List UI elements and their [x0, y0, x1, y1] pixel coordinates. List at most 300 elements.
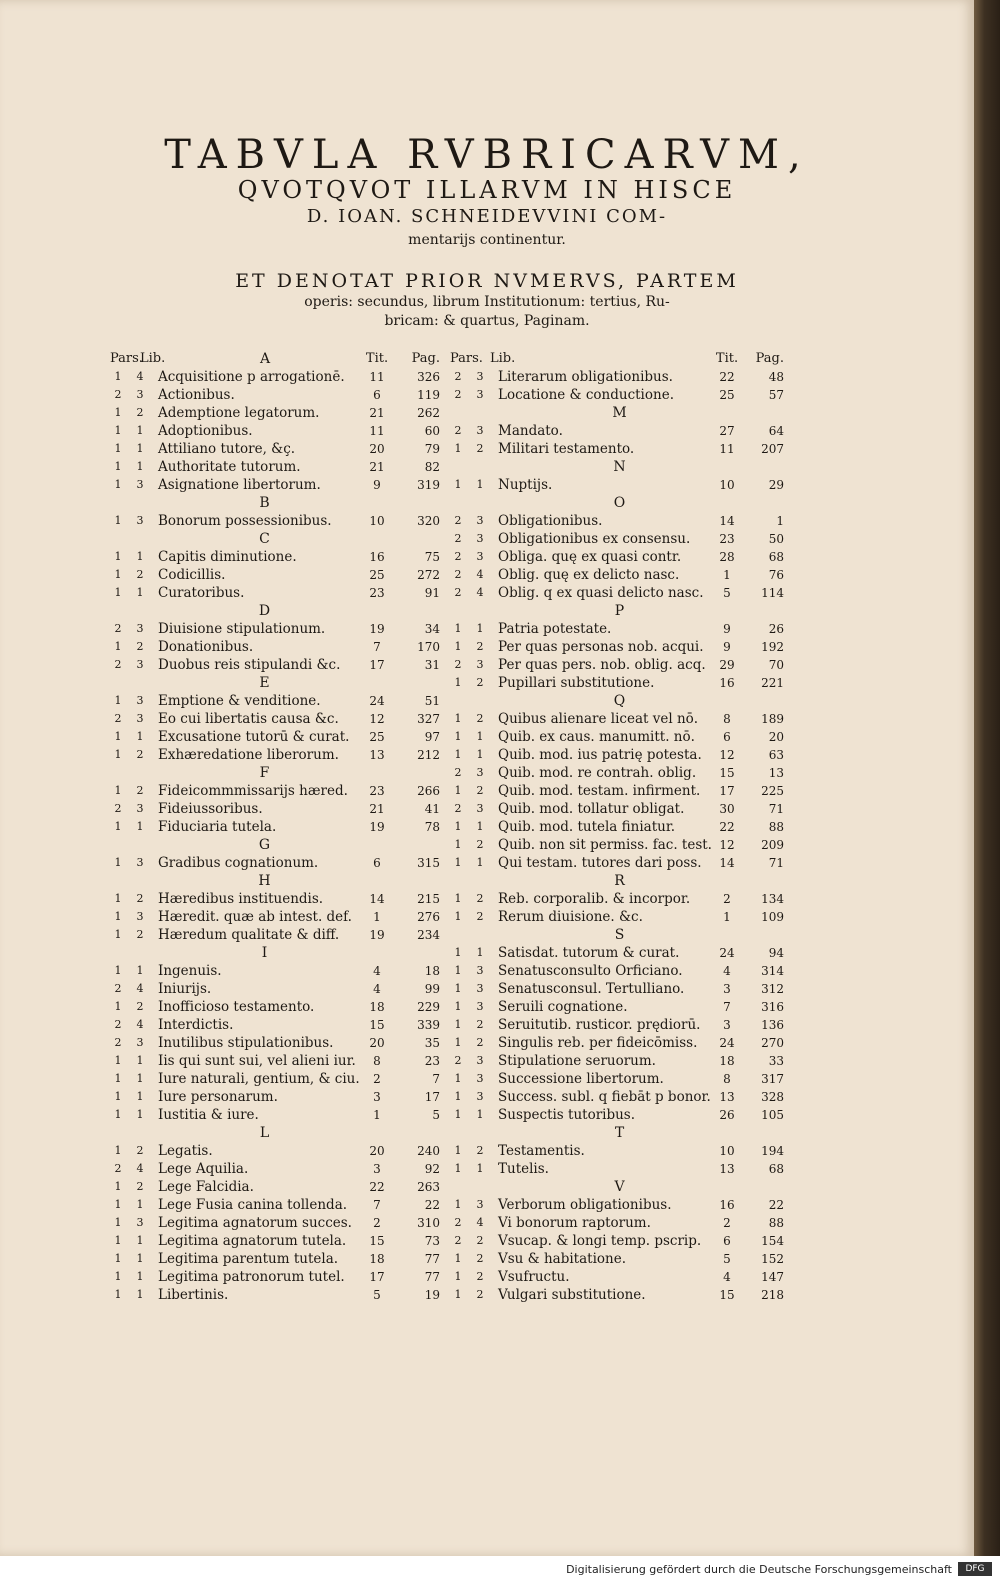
entry-pars: 2: [114, 712, 122, 725]
entry-pars: 1: [114, 820, 122, 833]
entry-title: Libertinis.: [158, 1287, 229, 1303]
entry-tit: 4: [723, 964, 731, 978]
entry-pars: 1: [454, 856, 462, 869]
entry-tit: 19: [369, 928, 385, 942]
entry-pars: 1: [114, 1252, 122, 1265]
entry-tit: 21: [369, 802, 385, 816]
entry-pag: 272: [417, 568, 440, 582]
entry-tit: 2: [723, 892, 731, 906]
entry-pag: 33: [768, 1054, 784, 1068]
entry-lib: 3: [476, 766, 484, 779]
entry-pag: 136: [761, 1018, 784, 1032]
entry-lib: 3: [476, 802, 484, 815]
entry-pars: 1: [114, 640, 122, 653]
entry-title: Acquisitione p arrogationē.: [158, 369, 345, 385]
index-entry: [450, 1034, 790, 1052]
entry-pars: 1: [454, 1270, 462, 1283]
entry-lib: 3: [476, 1198, 484, 1211]
entry-title: Locatione & conductione.: [498, 387, 674, 403]
section-letter: D: [258, 603, 272, 619]
entry-title: Legatis.: [158, 1143, 213, 1159]
entry-pars: 2: [114, 388, 122, 401]
entry-lib: 1: [136, 1270, 144, 1283]
entry-tit: 25: [369, 730, 385, 744]
index-entry: [110, 512, 450, 530]
entry-tit: 19: [369, 820, 385, 834]
entry-pag: 77: [424, 1270, 440, 1284]
entry-lib: 1: [476, 622, 484, 635]
entry-pag: 99: [424, 982, 440, 996]
entry-title: Iure personarum.: [158, 1089, 278, 1105]
entry-title: Quib. non sit permiss. fac. test.: [498, 837, 712, 853]
entry-pars: 2: [454, 766, 462, 779]
entry-title: Oblig. quę ex delicto nasc.: [498, 567, 680, 583]
entry-tit: 20: [369, 1036, 385, 1050]
index-entry: [450, 1142, 790, 1160]
entry-pars: 1: [114, 586, 122, 599]
entry-title: Literarum obligationibus.: [498, 369, 673, 385]
entry-pag: 48: [768, 370, 784, 384]
entry-lib: 1: [476, 748, 484, 761]
index-column-left: [110, 350, 450, 1304]
entry-lib: 2: [136, 748, 144, 761]
entry-pag: 276: [417, 910, 440, 924]
entry-pag: 34: [424, 622, 440, 636]
entry-tit: 3: [723, 982, 731, 996]
index-entry: [450, 890, 790, 908]
section-letter: S: [614, 927, 626, 943]
entry-pag: 327: [417, 712, 440, 726]
entry-pag: 91: [424, 586, 440, 600]
entry-title: Ingenuis.: [158, 963, 222, 979]
index-entry: [110, 584, 450, 602]
entry-title: Emptione & venditione.: [158, 693, 321, 709]
entry-pars: 1: [114, 550, 122, 563]
entry-title: Fideiussoribus.: [158, 801, 263, 817]
column-header: [110, 350, 450, 368]
entry-lib: 3: [476, 1000, 484, 1013]
entry-lib: 1: [476, 478, 484, 491]
entry-tit: 6: [723, 730, 731, 744]
entry-title: Codicillis.: [158, 567, 226, 583]
index-entry: [450, 944, 790, 962]
entry-pars: 1: [114, 1108, 122, 1121]
entry-pag: 234: [417, 928, 440, 942]
entry-pars: 2: [454, 658, 462, 671]
entry-tit: 9: [723, 640, 731, 654]
entry-pars: 1: [454, 838, 462, 851]
entry-pars: 1: [454, 1072, 462, 1085]
entry-title: Gradibus cognationum.: [158, 855, 319, 871]
entry-title: Hæredum qualitate & diff.: [158, 927, 340, 943]
entry-pag: 17: [424, 1090, 440, 1104]
index-entry: [450, 998, 790, 1016]
entry-lib: 1: [136, 442, 144, 455]
entry-tit: 22: [369, 1180, 385, 1194]
entry-pag: 152: [761, 1252, 784, 1266]
subtitle-line-3: bricam: & quartus, Paginam.: [384, 313, 590, 329]
entry-lib: 3: [476, 658, 484, 671]
entry-pars: 2: [454, 1054, 462, 1067]
entry-pag: 209: [761, 838, 784, 852]
entry-tit: 25: [719, 388, 735, 402]
entry-pag: 63: [768, 748, 784, 762]
index-entry: [110, 1088, 450, 1106]
entry-title: Capitis diminutione.: [158, 549, 297, 565]
index-entry: [450, 440, 790, 458]
index-entry: [450, 638, 790, 656]
entry-pars: 1: [114, 730, 122, 743]
entry-title: Fiduciaria tutela.: [158, 819, 277, 835]
entry-pag: 109: [761, 910, 784, 924]
section-letter: E: [259, 675, 271, 691]
funding-credit: Digitalisierung gefördert durch die Deutsche Forschungsgemeinschaft: [566, 1563, 952, 1576]
entry-pars: 2: [114, 982, 122, 995]
entry-lib: 1: [476, 820, 484, 833]
entry-tit: 1: [373, 910, 381, 924]
entry-tit: 2: [723, 1216, 731, 1230]
index-entry: [450, 512, 790, 530]
entry-pars: 2: [114, 1018, 122, 1031]
entry-tit: 6: [373, 856, 381, 870]
entry-tit: 14: [369, 892, 385, 906]
entry-title: Satisdat. tutorum & curat.: [498, 945, 680, 961]
entry-pars: 1: [114, 1234, 122, 1247]
section-letter: T: [614, 1125, 626, 1141]
entry-pars: 1: [114, 694, 122, 707]
entry-pag: 225: [761, 784, 784, 798]
entry-lib: 2: [476, 676, 484, 689]
entry-pag: 82: [424, 460, 440, 474]
footer-bar: [0, 1556, 1000, 1583]
entry-lib: 2: [476, 712, 484, 725]
entry-tit: 1: [373, 1108, 381, 1122]
entry-title: Exhæredatione liberorum.: [158, 747, 339, 763]
entry-title: Quib. mod. tutela finiatur.: [498, 819, 676, 835]
entry-tit: 3: [723, 1018, 731, 1032]
entry-title: Donationibus.: [158, 639, 254, 655]
entry-tit: 13: [369, 748, 385, 762]
entry-pag: 60: [424, 424, 440, 438]
entry-lib: 3: [476, 550, 484, 563]
index-entry: [450, 800, 790, 818]
index-entry: [450, 980, 790, 998]
entry-pars: 2: [454, 550, 462, 563]
entry-pars: 1: [114, 424, 122, 437]
entry-pars: 1: [454, 1288, 462, 1301]
entry-pars: 1: [114, 460, 122, 473]
entry-pars: 2: [114, 658, 122, 671]
entry-pag: 88: [768, 1216, 784, 1230]
entry-lib: 2: [476, 1036, 484, 1049]
entry-title: Verborum obligationibus.: [498, 1197, 672, 1213]
entry-lib: 1: [136, 1198, 144, 1211]
entry-title: Mandato.: [498, 423, 563, 439]
entry-pars: 1: [114, 568, 122, 581]
entry-pag: 320: [417, 514, 440, 528]
entry-pars: 1: [454, 622, 462, 635]
entry-pars: 2: [454, 424, 462, 437]
entry-pag: 312: [761, 982, 784, 996]
index-entry: [110, 620, 450, 638]
entry-title: Adoptionibus.: [158, 423, 253, 439]
entry-pars: 1: [454, 748, 462, 761]
entry-tit: 16: [719, 1198, 735, 1212]
entry-title: Iis qui sunt sui, vel alieni iur.: [158, 1053, 356, 1069]
entry-pars: 1: [454, 946, 462, 959]
entry-pars: 1: [454, 1090, 462, 1103]
entry-lib: 2: [136, 1144, 144, 1157]
title-line-4: mentarijs continentur.: [408, 232, 566, 248]
entry-tit: 13: [719, 1090, 735, 1104]
entry-pars: 1: [454, 964, 462, 977]
entry-lib: 3: [476, 424, 484, 437]
entry-pag: 328: [761, 1090, 784, 1104]
entry-tit: 1: [723, 910, 731, 924]
index-entry: [450, 818, 790, 836]
entry-title: Duobus reis stipulandi &c.: [158, 657, 341, 673]
entry-lib: 2: [136, 892, 144, 905]
entry-title: Inutilibus stipulationibus.: [158, 1035, 334, 1051]
entry-tit: 17: [369, 1270, 385, 1284]
entry-lib: 1: [136, 1054, 144, 1067]
entry-lib: 2: [476, 1234, 484, 1247]
entry-tit: 24: [719, 946, 735, 960]
entry-lib: 2: [136, 640, 144, 653]
index-entry: [110, 404, 450, 422]
entry-pars: 1: [114, 910, 122, 923]
entry-title: Oblig. q ex quasi delicto nasc.: [498, 585, 704, 601]
entry-tit: 20: [369, 1144, 385, 1158]
entry-pag: 240: [417, 1144, 440, 1158]
entry-lib: 1: [136, 1072, 144, 1085]
section-letter: M: [612, 405, 628, 421]
entry-pag: 314: [761, 964, 784, 978]
entry-lib: 2: [476, 442, 484, 455]
index-entry: [110, 962, 450, 980]
entry-tit: 7: [373, 640, 381, 654]
entry-tit: 27: [719, 424, 735, 438]
entry-title: Pupillari substitutione.: [498, 675, 655, 691]
index-entry: [450, 1106, 790, 1124]
entry-lib: 2: [476, 838, 484, 851]
entry-pag: 105: [761, 1108, 784, 1122]
entry-pag: 154: [761, 1234, 784, 1248]
entry-pars: 1: [454, 478, 462, 491]
index-entry: [110, 854, 450, 872]
entry-pag: 315: [417, 856, 440, 870]
entry-pag: 71: [768, 856, 784, 870]
entry-tit: 22: [719, 370, 735, 384]
entry-tit: 11: [369, 424, 385, 438]
entry-title: Obligationibus.: [498, 513, 603, 529]
entry-pag: 68: [768, 550, 784, 564]
entry-tit: 12: [719, 748, 735, 762]
entry-lib: 4: [476, 586, 484, 599]
entry-lib: 3: [136, 694, 144, 707]
entry-pars: 1: [114, 406, 122, 419]
entry-title: Eo cui libertatis causa &c.: [158, 711, 339, 727]
entry-pars: 1: [454, 1198, 462, 1211]
entry-title: Stipulatione seruorum.: [498, 1053, 656, 1069]
entry-lib: 1: [136, 964, 144, 977]
index-entry: [110, 890, 450, 908]
entry-pag: 192: [761, 640, 784, 654]
entry-pars: 1: [454, 892, 462, 905]
entry-lib: 1: [476, 946, 484, 959]
entry-pag: 339: [417, 1018, 440, 1032]
entry-pars: 1: [114, 1090, 122, 1103]
index-entry: [450, 1232, 790, 1250]
section-letter: C: [259, 531, 271, 547]
entry-title: Rerum diuisione. &c.: [498, 909, 643, 925]
entry-lib: 3: [476, 1072, 484, 1085]
entry-title: Diuisione stipulationum.: [158, 621, 326, 637]
index-entry: [450, 746, 790, 764]
index-entry: [450, 728, 790, 746]
index-entry: [110, 368, 450, 386]
index-entry: [110, 728, 450, 746]
entry-pag: 19: [424, 1288, 440, 1302]
entry-tit: 4: [373, 964, 381, 978]
entry-tit: 8: [373, 1054, 381, 1068]
entry-title: Singulis reb. per fideicōmiss.: [498, 1035, 698, 1051]
entry-title: Legitima agnatorum tutela.: [158, 1233, 347, 1249]
entry-pag: 78: [424, 820, 440, 834]
section-letter: O: [613, 495, 627, 511]
index-entry: [110, 1232, 450, 1250]
index-entry: [450, 962, 790, 980]
book-edge: [974, 0, 1000, 1556]
entry-pars: 1: [454, 1018, 462, 1031]
section-letter: I: [261, 945, 269, 961]
entry-pag: 35: [424, 1036, 440, 1050]
entry-pars: 2: [454, 370, 462, 383]
entry-title: Iustitia & iure.: [158, 1107, 259, 1123]
entry-lib: 1: [136, 1252, 144, 1265]
entry-tit: 20: [369, 442, 385, 456]
index-entry: [110, 1196, 450, 1214]
entry-tit: 3: [373, 1090, 381, 1104]
entry-pars: 2: [454, 388, 462, 401]
entry-lib: 2: [136, 1180, 144, 1193]
entry-pag: 88: [768, 820, 784, 834]
entry-pars: 1: [454, 712, 462, 725]
entry-pag: 79: [424, 442, 440, 456]
entry-tit: 18: [719, 1054, 735, 1068]
entry-pag: 218: [761, 1288, 784, 1302]
entry-lib: 2: [476, 784, 484, 797]
index-entry: [110, 1268, 450, 1286]
index-entry: [110, 908, 450, 926]
section-letter: Q: [613, 693, 627, 709]
index-entry: [450, 548, 790, 566]
entry-title: Excusatione tutorū & curat.: [158, 729, 350, 745]
entry-title: Militari testamento.: [498, 441, 635, 457]
entry-title: Iure naturali, gentium, & ciu.: [158, 1071, 360, 1087]
entry-pag: 51: [424, 694, 440, 708]
entry-tit: 21: [369, 460, 385, 474]
entry-lib: 4: [476, 1216, 484, 1229]
index-entry: [110, 386, 450, 404]
entry-tit: 10: [369, 514, 385, 528]
entry-lib: 1: [136, 1108, 144, 1121]
entry-title: Patria potestate.: [498, 621, 612, 637]
entry-tit: 11: [369, 370, 385, 384]
entry-title: Fideicommmissarijs hæred.: [158, 783, 348, 799]
index-entry: [110, 998, 450, 1016]
entry-title: Tutelis.: [498, 1161, 549, 1177]
entry-lib: 1: [136, 820, 144, 833]
entry-title: Legitima agnatorum succes.: [158, 1215, 352, 1231]
entry-tit: 25: [369, 568, 385, 582]
column-header: [450, 350, 790, 368]
entry-pag: 71: [768, 802, 784, 816]
entry-lib: 1: [136, 730, 144, 743]
entry-pars: 1: [454, 1108, 462, 1121]
entry-lib: 3: [136, 478, 144, 491]
index-entry: [450, 908, 790, 926]
entry-title: Successione libertorum.: [498, 1071, 664, 1087]
entry-pag: 31: [424, 658, 440, 672]
index-entry: [110, 1286, 450, 1304]
entry-tit: 6: [373, 388, 381, 402]
entry-pag: 317: [761, 1072, 784, 1086]
entry-title: Nuptijs.: [498, 477, 553, 493]
entry-tit: 21: [369, 406, 385, 420]
entry-pars: 2: [114, 622, 122, 635]
index-entry: [450, 1214, 790, 1232]
entry-lib: 4: [136, 1162, 144, 1175]
entry-pars: 1: [114, 856, 122, 869]
entry-tit: 18: [369, 1252, 385, 1266]
entry-pag: 194: [761, 1144, 784, 1158]
index-entry: [110, 746, 450, 764]
entry-tit: 17: [719, 784, 735, 798]
entry-lib: 4: [136, 982, 144, 995]
index-entry: [110, 926, 450, 944]
entry-pag: 262: [417, 406, 440, 420]
entry-pag: 22: [424, 1198, 440, 1212]
entry-pag: 20: [768, 730, 784, 744]
index-entry: [110, 1178, 450, 1196]
entry-title: Obliga. quę ex quasi contr.: [498, 549, 682, 565]
entry-title: Senatusconsul. Tertulliano.: [498, 981, 685, 997]
entry-pag: 73: [424, 1234, 440, 1248]
index-entry: [450, 710, 790, 728]
entry-tit: 23: [369, 586, 385, 600]
index-entry: [110, 1214, 450, 1232]
index-entry: [450, 1070, 790, 1088]
entry-lib: 2: [476, 1288, 484, 1301]
entry-pars: 2: [114, 1162, 122, 1175]
entry-lib: 2: [136, 568, 144, 581]
entry-tit: 14: [719, 856, 735, 870]
index-entry: [110, 476, 450, 494]
index-entry: [110, 818, 450, 836]
index-entry: [450, 584, 790, 602]
entry-title: Legitima patronorum tutel.: [158, 1269, 345, 1285]
entry-lib: 1: [136, 1090, 144, 1103]
entry-pag: 23: [424, 1054, 440, 1068]
entry-pars: 1: [114, 1144, 122, 1157]
index-entry: [110, 458, 450, 476]
entry-pag: 316: [761, 1000, 784, 1014]
entry-pag: 189: [761, 712, 784, 726]
entry-pars: 1: [454, 982, 462, 995]
index-entry: [450, 620, 790, 638]
index-entry: [110, 1034, 450, 1052]
